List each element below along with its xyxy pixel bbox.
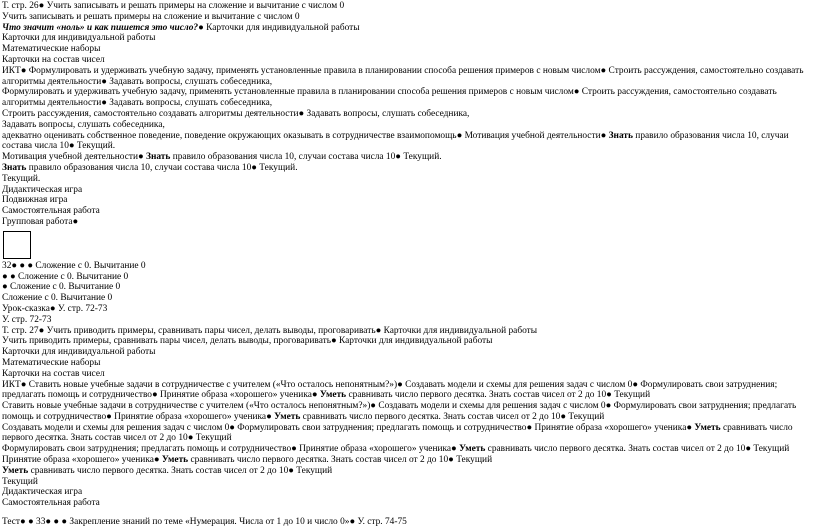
bold-keyword: Уметь bbox=[319, 390, 347, 401]
text-line: Учить записывать и решать примеры на сложение и вычитание с числом 0 bbox=[2, 11, 300, 22]
bold-keyword: Уметь bbox=[2, 465, 29, 476]
text-line: Самостоятельная работа bbox=[2, 206, 100, 217]
text-segment: ● Карточки для индивидуальной работы bbox=[198, 22, 360, 33]
text-line bbox=[2, 23, 812, 34]
text-line: Математические наборы bbox=[2, 44, 101, 55]
text-segment: ИКТ● Ставить новые учебные задачи в сотрудничестве с учителем («Что осталось непонятным?»)● Создавать модели и схемы для решения задач с числом 0● Формулировать свои затруднения; предлагать помощь и сотрудничество● Принятие образа «хорошего» ученика● bbox=[2, 379, 778, 401]
bold-keyword: Знать bbox=[146, 152, 171, 163]
bold-keyword: Знать bbox=[2, 162, 27, 173]
text-line: Карточки для индивидуальной работы bbox=[2, 347, 156, 358]
text-line: Строить рассуждения, самостоятельно создавать алгоритмы деятельности● Задавать вопросы, слушать собеседника, bbox=[2, 108, 470, 119]
text-line: Учить приводить примеры, сравнивать пары чисел, делать выводы, проговаривать● Карточки для индивидуальной работы bbox=[2, 336, 493, 347]
text-segment: Формулировать свои затруднения; предлагать помощь и сотрудничество● Принятие образа «хорошего» ученика● bbox=[2, 444, 460, 455]
bold-keyword: Уметь bbox=[459, 444, 486, 455]
text-segment: Создавать модели и схемы для решения задач с числом 0● Формулировать свои затруднения; предлагать помощь и сотрудничество● Принятие образа «хорошего» ученика● bbox=[2, 422, 695, 433]
text-line: ● ● Сложение с 0. Вычитание 0 bbox=[2, 271, 129, 282]
text-line: Математические наборы bbox=[2, 357, 101, 368]
text-segment: сравнивать число первого десятка. Знать состав чисел от 2 до 10● Текущий bbox=[2, 422, 793, 444]
text-segment: адекватно оценивать собственное поведение, поведение окружающих оказывать в сотрудничестве взаимопомощь● Мотивация учебной деятельности● bbox=[2, 130, 609, 141]
text-line: Урок-сказка● У. стр. 72-73 bbox=[2, 303, 108, 314]
bold-keyword: Уметь bbox=[694, 422, 721, 433]
text-line bbox=[2, 152, 812, 163]
text-line bbox=[2, 423, 812, 445]
text-line: Текущий. bbox=[2, 173, 41, 184]
text-segment: Принятие образа «хорошего» ученика● bbox=[2, 455, 162, 466]
text-line bbox=[2, 444, 812, 455]
text-line: Текущий bbox=[2, 476, 38, 487]
text-segment: правило образования числа 10, случаи состава числа 10● Текущий. bbox=[2, 130, 789, 152]
text-line: Групповая работа● bbox=[2, 216, 79, 227]
question-text: Что значит «ноль» и как пишется это число? bbox=[2, 22, 199, 33]
text-line: Т. стр. 27● Учить приводить примеры, сравнивать пары чисел, делать выводы, проговаривать● Карточки для индивидуальной работы bbox=[2, 325, 538, 336]
text-line: Самостоятельная работа bbox=[2, 498, 100, 509]
text-line: Дидактическая игра bbox=[2, 184, 83, 195]
text-line: ● Сложение с 0. Вычитание 0 bbox=[2, 282, 121, 293]
text-segment: Ставить новые учебные задачи в сотрудничестве с учителем («Что осталось непонятным?»)● Создавать модели и схемы для решения задач с числом 0● Формулировать свои затруднения; предлагать помощь и сотрудничество● Принятие образа «хорошего» ученика● bbox=[2, 401, 797, 422]
text-line bbox=[2, 131, 812, 153]
document-page bbox=[2, 1, 812, 528]
text-line: 32● ● ● Сложение с 0. Вычитание 0 bbox=[2, 260, 146, 271]
text-segment: сравнивать число первого десятка. Знать состав чисел от 2 до 10● Текущий bbox=[346, 390, 651, 401]
text-segment: сравнивать число первого десятка. Знать состав чисел от 2 до 10● Текущий bbox=[188, 455, 493, 466]
text-line bbox=[2, 380, 812, 402]
text-line bbox=[2, 163, 812, 174]
text-line: Сложение с 0. Вычитание 0 bbox=[2, 293, 113, 304]
bold-keyword: Знать bbox=[608, 130, 633, 141]
text-segment: сравнивать число первого десятка. Знать состав чисел от 2 до 10● Текущий bbox=[28, 465, 333, 476]
text-line: Т. стр. 26● Учить записывать и решать примеры на сложение и вычитание с числом 0 bbox=[2, 1, 345, 11]
text-line: Задавать вопросы, слушать собеседника, bbox=[2, 119, 165, 130]
text-line: Карточки на состав чисел bbox=[2, 368, 105, 379]
text-segment: Мотивация учебной деятельности● bbox=[2, 152, 147, 163]
text-segment: правило образования числа 10, случаи состава числа 10● Текущий. bbox=[26, 162, 298, 173]
image-placeholder bbox=[3, 231, 31, 259]
bold-keyword: Уметь bbox=[274, 411, 301, 422]
text-line: Дидактическая игра bbox=[2, 487, 83, 498]
text-line: Карточки на состав чисел bbox=[2, 54, 105, 65]
text-line bbox=[2, 466, 812, 477]
text-line bbox=[2, 455, 812, 466]
text-segment: сравнивать число первого десятка. Знать состав чисел от 2 до 10● Текущий bbox=[485, 444, 790, 455]
text-line: У. стр. 72-73 bbox=[2, 314, 52, 325]
text-line bbox=[2, 401, 812, 423]
text-segment: правило образования числа 10, случаи состава числа 10● Текущий. bbox=[170, 152, 442, 163]
text-line: Тест● ● 33● ● ● Закрепление знаний по теме «Нумерация. Числа от 1 до 10 и число 0»● У. стр. 74-75 bbox=[2, 517, 407, 528]
text-segment: сравнивать число первого десятка. Знать состав чисел от 2 до 10● Текущий bbox=[300, 411, 605, 422]
bold-keyword: Уметь bbox=[161, 455, 189, 466]
text-line: Карточки для индивидуальной работы bbox=[2, 33, 156, 44]
text-line: ИКТ● Формулировать и удерживать учебную задачу, применять установленные правила в планировании способа решения примеров с новым числом● Строить рассуждения, самостоятельно создавать алгоритмы деятельности● Задавать вопросы, слушать собеседника, bbox=[2, 65, 804, 87]
text-line: Подвижная игра bbox=[2, 195, 68, 206]
text-line: Формулировать и удерживать учебную задачу, применять установленные правила в планировании способа решения примеров с новым числом● Строить рассуждения, самостоятельно создавать алгоритмы деятельности● Задавать вопросы, слушать собеседника, bbox=[2, 87, 777, 109]
